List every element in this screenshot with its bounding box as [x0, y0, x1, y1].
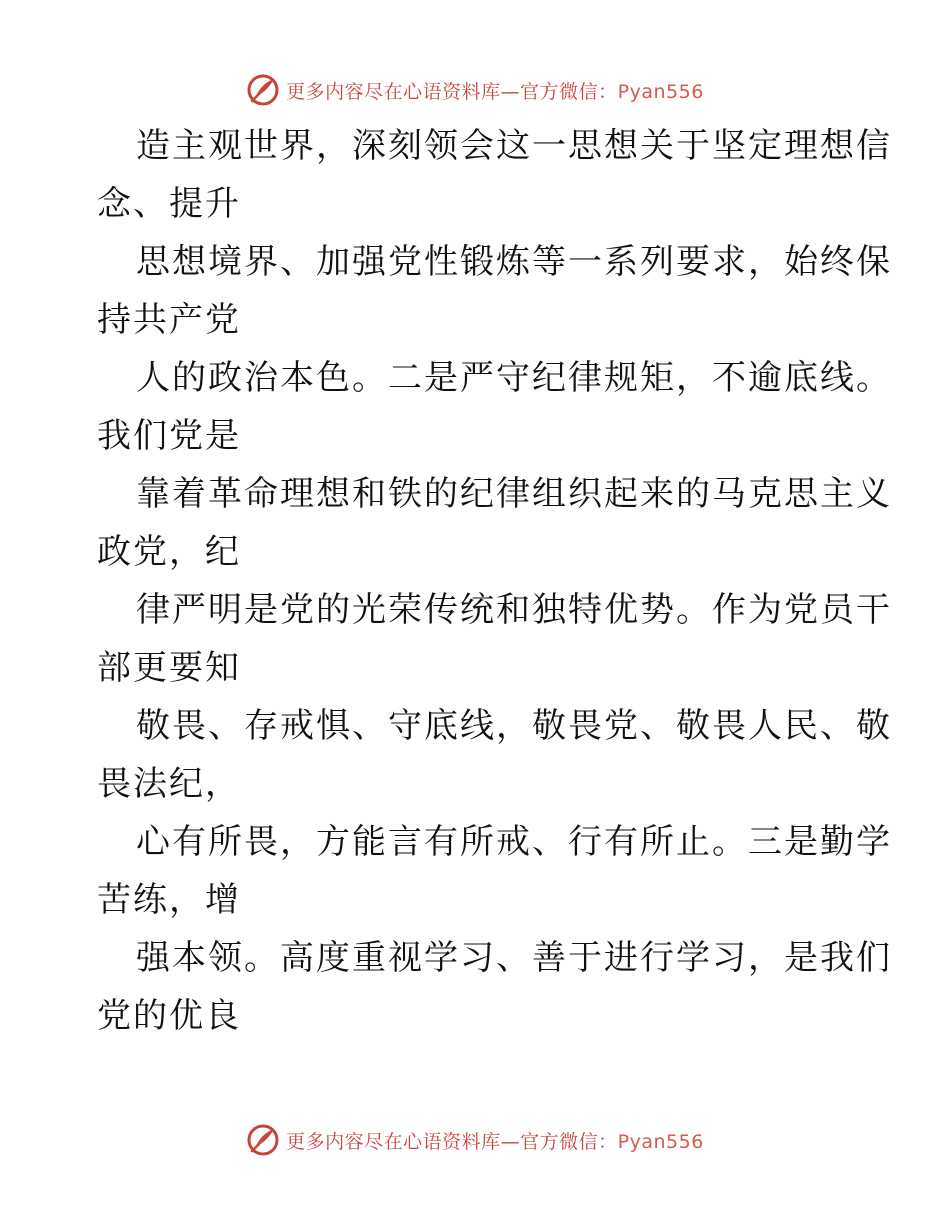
text-line: 心有所畏，方能言有所戒、行有所止。三是勤学 [136, 822, 892, 862]
feather-quill-logo-icon [246, 1123, 280, 1157]
footer-watermark [0, 1120, 950, 1160]
text-line: 思想境界、加强党性锻炼等一系列要求，始终保 [136, 242, 892, 282]
text-line: 畏法纪， [97, 764, 241, 804]
text-line: 律严明是党的光荣传统和独特优势。作为党员干 [136, 590, 892, 630]
text-line: 政党，纪 [97, 532, 241, 572]
feather-quill-logo-icon [246, 73, 280, 107]
text-line: 造主观世界，深刻领会这一思想关于坚定理想信 [136, 126, 892, 166]
text-line: 部更要知 [97, 648, 241, 688]
text-line: 人的政治本色。二是严守纪律规矩，不逾底线。 [136, 358, 892, 398]
text-line: 党的优良 [97, 996, 241, 1036]
text-line: 靠着革命理想和铁的纪律组织起来的马克思主义 [136, 474, 892, 514]
text-line: 念、提升 [97, 184, 241, 224]
watermark-text: 更多内容尽在心语资料库—官方微信：Pyan556 [286, 1130, 704, 1153]
text-line: 苦练，增 [97, 880, 241, 920]
text-line: 持共产党 [97, 300, 241, 340]
text-line: 我们党是 [97, 416, 241, 456]
watermark-text: 更多内容尽在心语资料库—官方微信：Pyan556 [286, 80, 704, 103]
text-line: 敬畏、存戒惧、守底线，敬畏党、敬畏人民、敬 [136, 706, 892, 746]
header-watermark [0, 70, 950, 110]
text-line: 强本领。高度重视学习、善于进行学习，是我们 [136, 938, 892, 978]
